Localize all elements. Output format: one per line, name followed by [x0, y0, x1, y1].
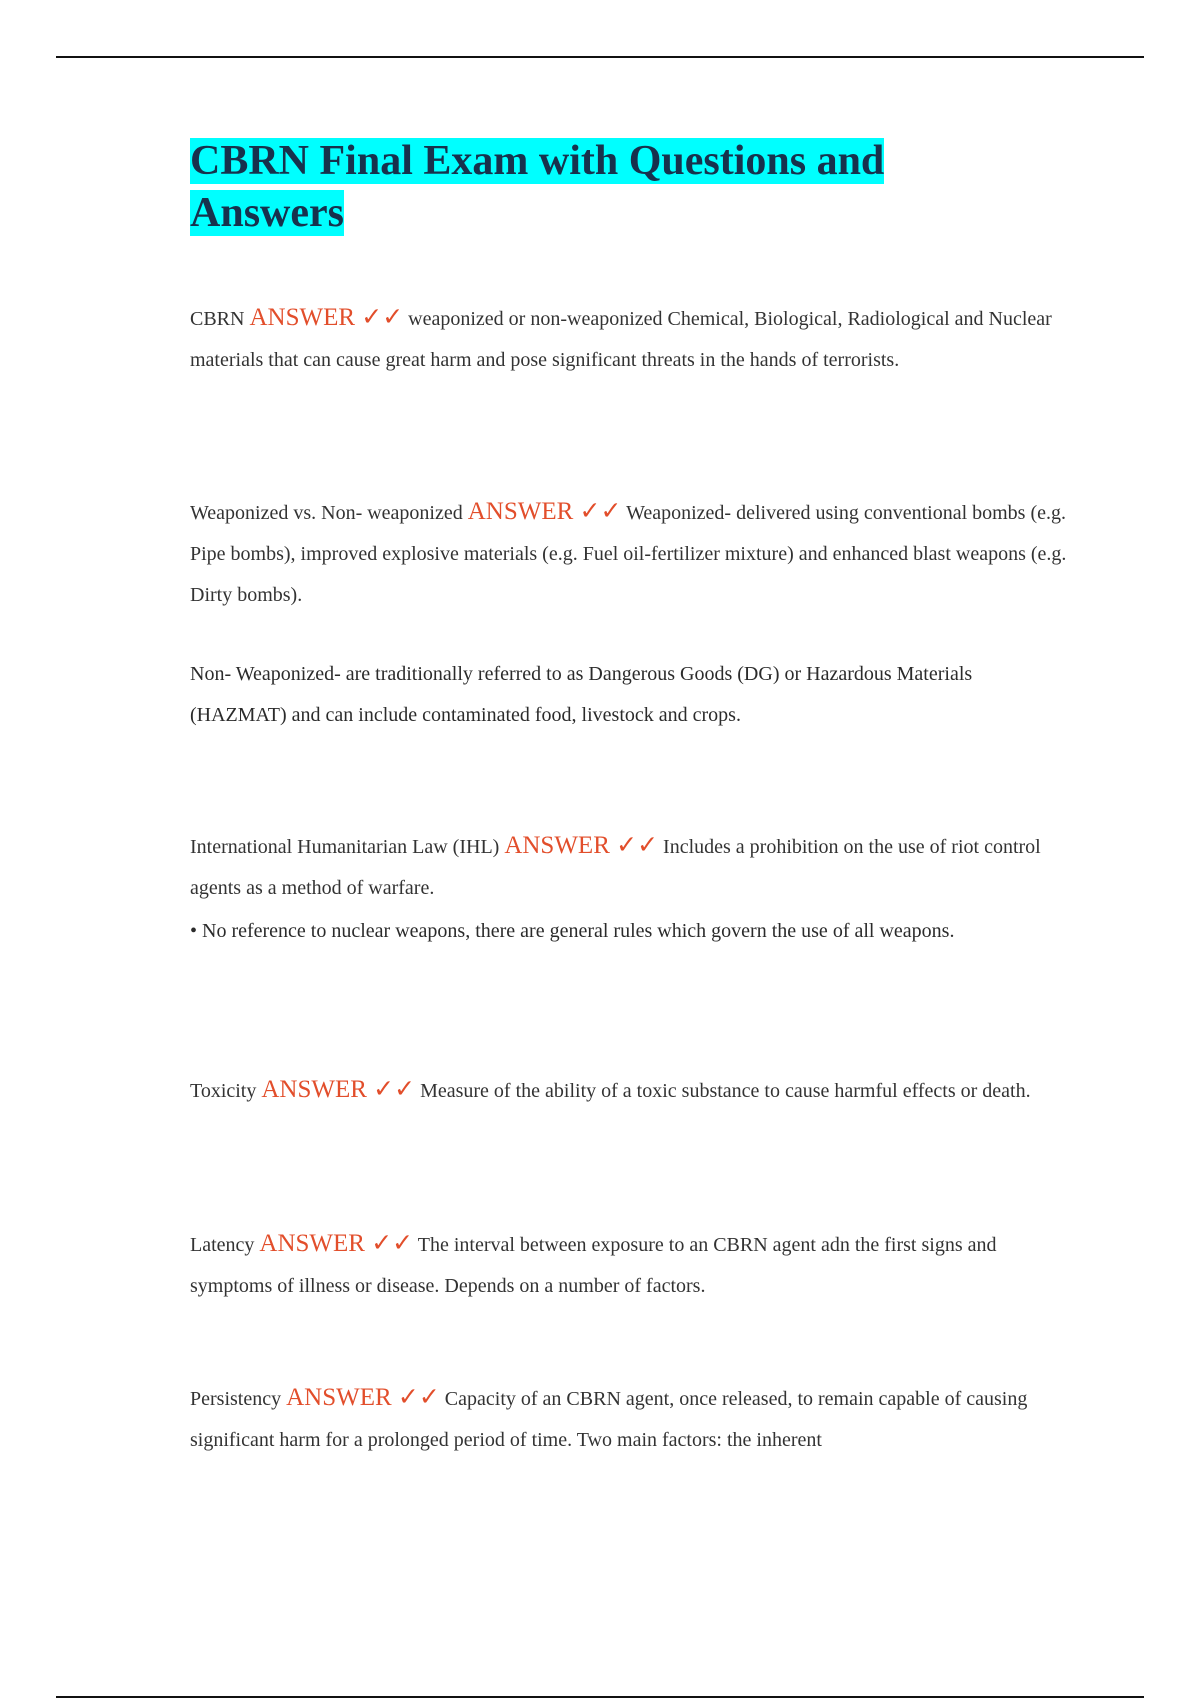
qa-entry-persistency: [190, 1377, 1070, 1461]
answer-marker: ANSWER ✓✓: [249, 304, 404, 331]
document-title: [190, 135, 1070, 239]
qa-entry-toxicity: [190, 1069, 1070, 1112]
qa-entry-ihl: [190, 825, 1070, 952]
definition: Includes a prohibition on the use of riot control agents as a method of warfare.: [190, 836, 1041, 899]
term: Toxicity: [190, 1080, 257, 1102]
definition-continued: Non- Weaponized- are traditionally referred to as Dangerous Goods (DG) or Hazardous Materials (HAZMAT) and can include contaminated food, livestock and crops.: [190, 663, 973, 726]
qa-entry-latency: [190, 1223, 1070, 1307]
document-page: [190, 135, 1070, 1451]
definition: Measure of the ability of a toxic substance to cause harmful effects or death.: [420, 1080, 1031, 1102]
definition: Weaponized- delivered using conventional bombs (e.g. Pipe bombs), improved explosive materials (e.g. Fuel oil-fertilizer mixture) and enhanced blast weapons (e.g. Dirty bombs).: [190, 502, 1067, 606]
term: Latency: [190, 1234, 255, 1256]
title-line-2: Answers: [190, 190, 344, 236]
answer-marker: ANSWER ✓✓: [261, 1076, 416, 1103]
answer-marker: ANSWER ✓✓: [286, 1384, 440, 1411]
qa-entry-cbrn: [190, 297, 1070, 381]
term: CBRN: [190, 308, 245, 330]
term: International Humanitarian Law (IHL): [190, 836, 500, 858]
term: Weaponized vs. Non- weaponized: [190, 502, 463, 524]
qa-entry-weaponized: [190, 491, 1070, 736]
title-line-1: CBRN Final Exam with Questions and: [190, 138, 885, 184]
answer-marker: ANSWER ✓✓: [504, 832, 659, 859]
definition: weaponized or non-weaponized Chemical, Biological, Radiological and Nuclear materials that can cause great harm and pose significant threats in the hands of terrorists.: [190, 308, 1052, 371]
answer-marker: ANSWER ✓✓: [259, 1230, 414, 1257]
definition: The interval between exposure to an CBRN agent adn the first signs and symptoms of illness or disease. Depends on a number of factors.: [190, 1234, 997, 1297]
answer-marker: ANSWER ✓✓: [467, 498, 622, 525]
top-rule: [56, 56, 1144, 58]
term: Persistency: [190, 1388, 282, 1410]
bottom-rule: [56, 1696, 1144, 1698]
definition: Capacity of an CBRN agent, once released, to remain capable of causing significant harm for a prolonged period of time. Two main factors: the inherent: [190, 1388, 1028, 1451]
bullet-note: • No reference to nuclear weapons, there are general rules which govern the use of all weapons.: [190, 920, 955, 942]
